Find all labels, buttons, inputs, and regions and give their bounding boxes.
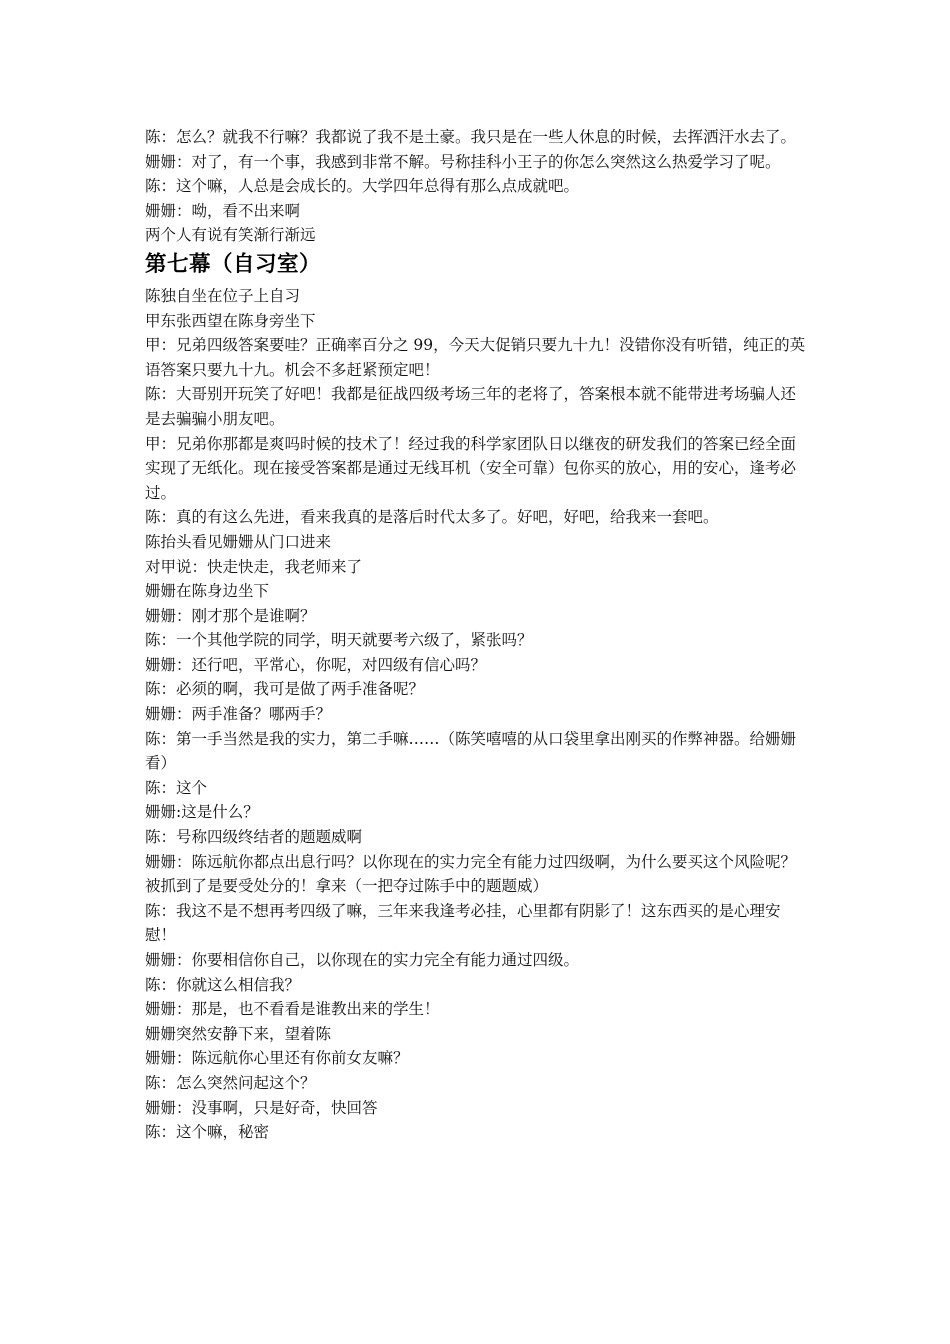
dialogue-line: 姗姗：你要相信你自己，以你现在的实力完全有能力通过四级。 xyxy=(145,951,580,969)
dialogue-line: 陈：号称四级终结者的题题威啊 xyxy=(145,828,363,847)
dialogue-line: 甲：兄弟你那都是爽吗时候的技术了！经过我的科学家团队日以继夜的研发我们的答案已经全面实现了无纸化。现在接受答案都是通过无线耳机（安全可靠）包你买的放心，用的安心，逢考必过。 xyxy=(145,434,797,502)
stage-direction: 陈抬头看见姗姗从门口进来 xyxy=(145,532,332,551)
dialogue-line: 甲：兄弟四级答案要哇？正确率百分之 99，今天大促销只要九十九！没错你没有听错，纯正的英语答案只要九十九。机会不多赶紧预定吧！ xyxy=(145,336,806,379)
stage-direction: 姗姗在陈身边坐下 xyxy=(145,582,270,601)
dialogue-line: 对甲说：快走快走，我老师来了 xyxy=(145,557,363,576)
dialogue-line: 陈：我这不是不想再考四级了嘛，三年来我逢考必挂，心里都有阴影了！这东西买的是心理安慰！ xyxy=(145,901,781,945)
dialogue-line: 姗姗：两手准备？哪两手？ xyxy=(145,705,332,724)
dialogue-line: 陈：必须的啊，我可是做了两手准备呢？ xyxy=(145,680,425,699)
dialogue-line: 姗姗：没事啊，只是好奇，快回答 xyxy=(145,1098,378,1117)
dialogue-line: 姗姗：还行吧，平常心，你呢，对四级有信心吗？ xyxy=(145,655,487,674)
dialogue-line: 姗姗：那是，也不看看是谁教出来的学生！ xyxy=(145,1000,440,1019)
dialogue-line: 陈：这个 xyxy=(145,778,208,797)
dialogue-line: 陈：这个嘛，秘密 xyxy=(145,1123,270,1142)
stage-direction: 陈独自坐在位子上自习 xyxy=(145,286,301,305)
dialogue-line: 陈：这个嘛，人总是会成长的。大学四年总得有那么点成就吧。 xyxy=(145,177,580,196)
dialogue-line: 陈：一个其他学院的同学，明天就要考六级了，紧张吗？ xyxy=(145,631,533,650)
dialogue-line: 姗姗：呦，看不出来啊 xyxy=(145,201,301,220)
dialogue-line: 姗姗:这是什么？ xyxy=(145,803,259,822)
dialogue-line: 姗姗：陈远航你心里还有你前女友嘛？ xyxy=(145,1049,409,1068)
stage-direction: 甲东张西望在陈身旁坐下 xyxy=(145,311,316,330)
scene-heading: 第七幕（自习室） xyxy=(145,251,322,277)
dialogue-line: 陈：第一手当然是我的实力，第二手嘛……（陈笑嘻嘻的从口袋里拿出刚买的作弊神器。给姗姗看） xyxy=(145,729,797,773)
dialogue-line: 姗姗：对了，有一个事，我感到非常不解。号称挂科小王子的你怎么突然这么热爱学习了呢。 xyxy=(145,152,781,171)
stage-direction: 姗姗突然安静下来，望着陈 xyxy=(145,1024,332,1043)
dialogue-line: 姗姗：刚才那个是谁啊？ xyxy=(145,606,316,625)
dialogue-line: 姗姗：陈远航你都点出息行吗？以你现在的实力完全有能力过四级啊，为什么要买这个风险呢？被抓到了是要受处分的！拿来（一把夺过陈手中的题题威） xyxy=(145,852,797,896)
stage-direction: 两个人有说有笑渐行渐远 xyxy=(145,226,316,245)
dialogue-line: 陈：怎么突然问起这个？ xyxy=(145,1073,316,1092)
dialogue-line: 陈：你就这么相信我？ xyxy=(145,975,301,994)
script-body xyxy=(145,125,807,1145)
dialogue-line: 陈：大哥别开玩笑了好吧！我都是征战四级考场三年的老将了，答案根本就不能带进考场骗人还是去骗骗小朋友吧。 xyxy=(145,385,797,428)
dialogue-line: 陈：真的有这么先进，看来我真的是落后时代太多了。好吧，好吧，给我来一套吧。 xyxy=(145,508,719,527)
dialogue-line: 陈：怎么？就我不行嘛？我都说了我不是土豪。我只是在一些人休息的时候，去挥洒汗水去了。 xyxy=(145,128,797,146)
